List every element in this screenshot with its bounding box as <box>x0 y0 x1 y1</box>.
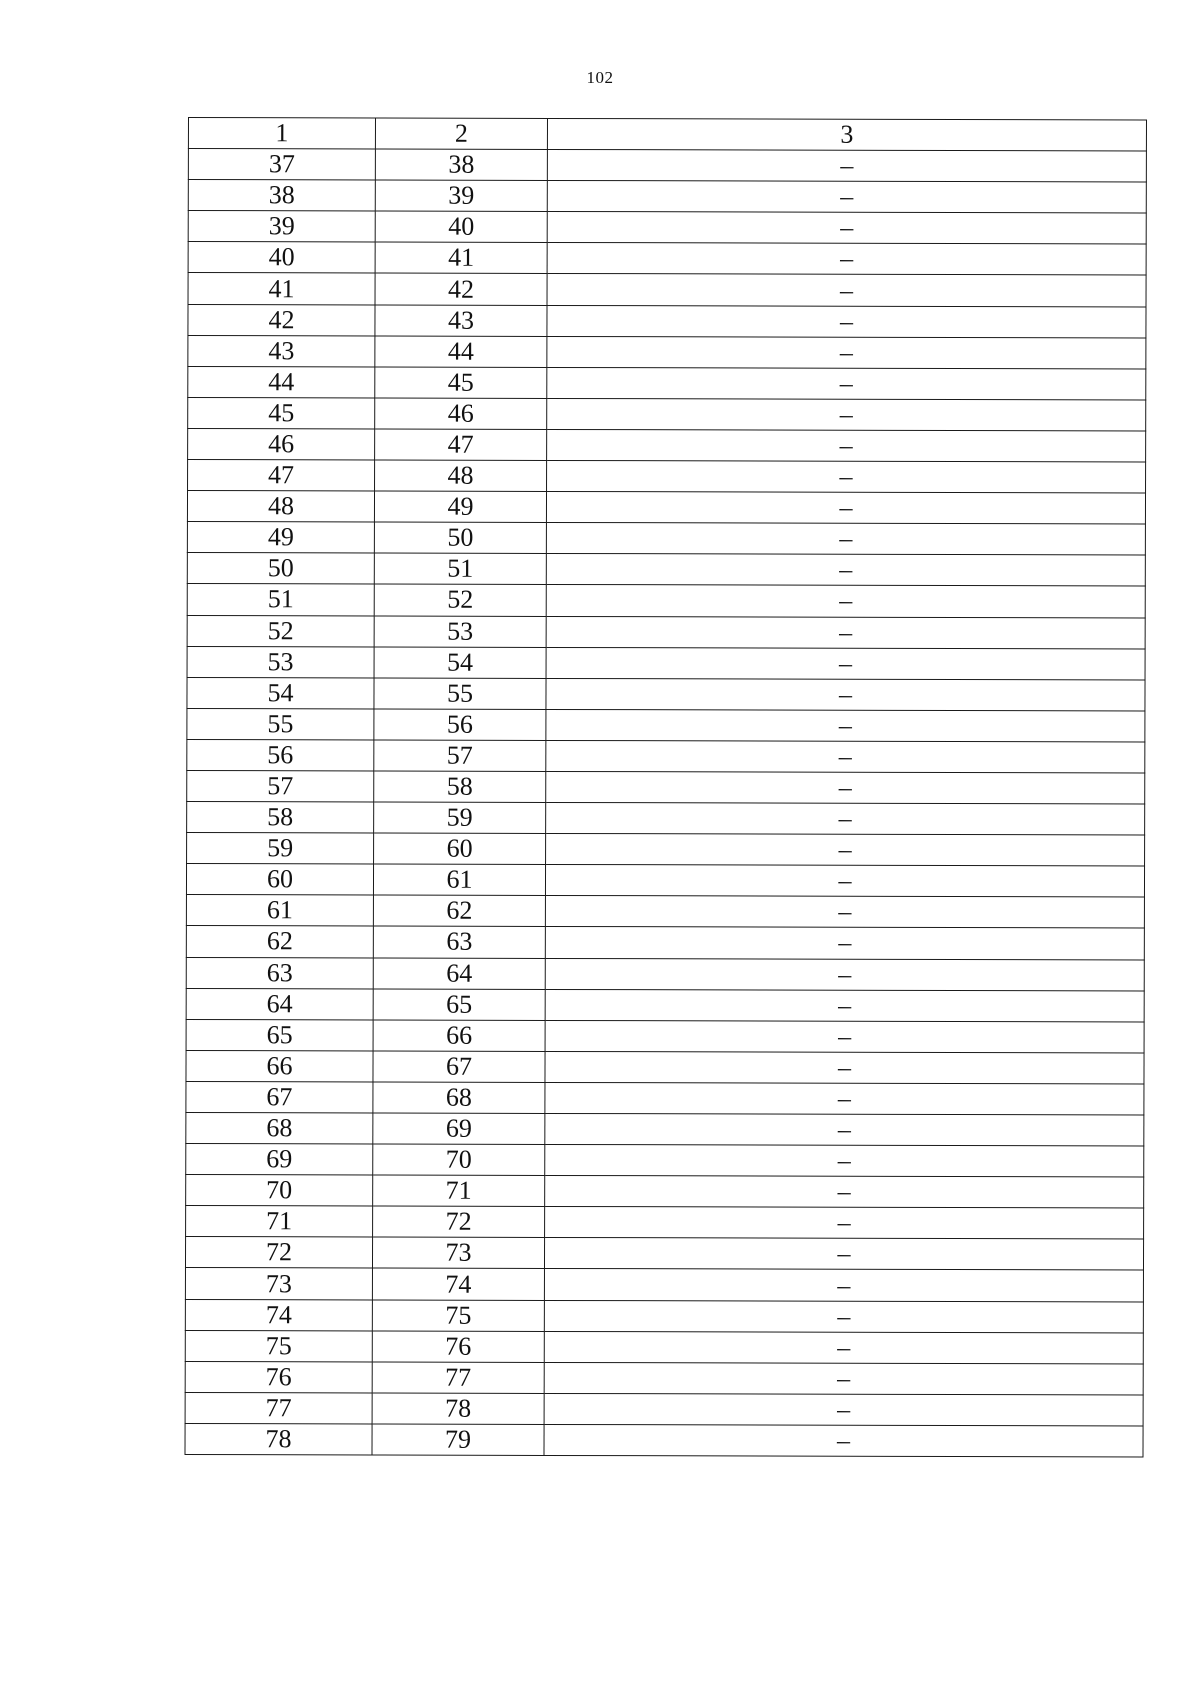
table-row <box>186 1144 1144 1178</box>
table-cell-col1: 76 <box>185 1361 372 1393</box>
table-cell-col3: – <box>544 1269 1143 1302</box>
table-cell-col2: 72 <box>373 1206 545 1238</box>
table-cell-col3: – <box>546 803 1145 836</box>
table-row <box>188 397 1146 431</box>
table-cell-col3: – <box>547 336 1146 369</box>
table-cell-col3: – <box>545 1020 1144 1053</box>
table-cell-col2: 55 <box>374 678 546 710</box>
table-row <box>185 1361 1143 1395</box>
table-cell-col2: 71 <box>373 1175 545 1207</box>
table-row <box>185 1237 1143 1271</box>
table-header-row <box>188 118 1146 152</box>
table-cell-col2: 54 <box>374 647 546 679</box>
data-table <box>184 117 1146 1458</box>
table-row <box>187 522 1145 556</box>
table-row <box>186 1175 1144 1209</box>
table-cell-col2: 38 <box>375 149 547 181</box>
table-cell-col3: – <box>545 927 1144 960</box>
table-cell-col3: – <box>546 834 1145 867</box>
table-cell-col3: – <box>546 616 1145 649</box>
table-row <box>187 646 1145 680</box>
table-cell-col1: 61 <box>186 895 373 927</box>
table-cell-col1: 41 <box>188 273 375 305</box>
table-cell-col3: – <box>546 709 1145 742</box>
table-cell-col1: 39 <box>188 211 375 243</box>
table-cell-col1: 75 <box>185 1330 372 1362</box>
table-cell-col1: 68 <box>186 1112 373 1144</box>
table-cell-col2: 49 <box>374 491 546 523</box>
table-row <box>186 1081 1144 1115</box>
table-cell-col3: – <box>545 989 1144 1022</box>
table-cell-col1: 66 <box>186 1050 373 1082</box>
table-cell-col1: 54 <box>187 677 374 709</box>
table-row <box>188 460 1146 494</box>
table-row <box>188 149 1146 183</box>
page-number: 102 <box>586 68 614 87</box>
table-cell-col3: – <box>546 492 1145 525</box>
table-row <box>186 1206 1144 1240</box>
table-cell-col1: 64 <box>186 988 373 1020</box>
table-cell-col2: 60 <box>374 833 546 865</box>
table-cell-col3: – <box>546 554 1145 587</box>
table-row <box>186 1019 1144 1053</box>
table-cell-col3: – <box>547 181 1146 214</box>
table-cell-col1: 58 <box>187 802 374 834</box>
table-cell-col2: 51 <box>374 553 546 585</box>
table-cell-col3: – <box>546 647 1145 680</box>
table-cell-col3: – <box>547 212 1146 245</box>
table-cell-col2: 39 <box>375 180 547 212</box>
table-row <box>186 895 1144 929</box>
table-cell-col3: – <box>545 958 1144 991</box>
table-cell-col1: 59 <box>187 833 374 865</box>
table-row <box>186 1050 1144 1084</box>
table-cell-col1: 63 <box>186 957 373 989</box>
table-row <box>188 180 1146 214</box>
table-cell-col2: 52 <box>374 584 546 616</box>
table-cell-col1: 65 <box>186 1019 373 1051</box>
table-row <box>187 833 1145 867</box>
table-cell-col1: 51 <box>187 584 374 616</box>
table-cell-col3: – <box>545 1207 1144 1240</box>
table-cell-col1: 78 <box>185 1423 372 1455</box>
table-cell-col3: – <box>547 274 1146 307</box>
table-row <box>188 211 1146 245</box>
table-row <box>187 708 1145 742</box>
table-cell-col3: – <box>544 1238 1143 1271</box>
table-row <box>186 957 1144 991</box>
table-cell-col3: – <box>544 1393 1143 1426</box>
table-cell-col2: 58 <box>374 771 546 803</box>
table-cell-col2: 76 <box>372 1331 544 1363</box>
table-cell-col2: 79 <box>372 1424 544 1456</box>
table-cell-col1: 53 <box>187 646 374 678</box>
table-cell-col2: 41 <box>375 242 547 274</box>
table-cell-col2: 59 <box>374 802 546 834</box>
table-cell-col2: 45 <box>375 367 547 399</box>
table-cell-col1: 67 <box>186 1081 373 1113</box>
table-cell-col1: 40 <box>188 242 375 274</box>
table-cell-col1: 44 <box>188 366 375 398</box>
table-cell-col1: 56 <box>187 739 374 771</box>
table-cell-col2: 46 <box>375 398 547 430</box>
table-row <box>187 553 1145 587</box>
table-cell-col1: 42 <box>188 304 375 336</box>
table-cell-col3: – <box>545 1082 1144 1115</box>
table-cell-col2: 74 <box>372 1268 544 1300</box>
table-cell-col3: – <box>547 460 1146 493</box>
table-row <box>188 335 1146 369</box>
table-row <box>188 428 1146 462</box>
table-body <box>185 118 1146 1458</box>
column-header-2: 2 <box>375 118 547 150</box>
table-row <box>187 770 1145 804</box>
table-row <box>187 739 1145 773</box>
table-cell-col1: 38 <box>188 180 375 212</box>
table-cell-col1: 43 <box>188 335 375 367</box>
table-row <box>187 802 1145 836</box>
table-cell-col1: 74 <box>185 1299 372 1331</box>
table-cell-col2: 67 <box>373 1051 545 1083</box>
table-cell-col3: – <box>546 678 1145 711</box>
table-cell-col3: – <box>544 1300 1143 1333</box>
table-cell-col3: – <box>545 1176 1144 1209</box>
table-cell-col2: 56 <box>374 709 546 741</box>
table-cell-col1: 52 <box>187 615 374 647</box>
table-cell-col2: 68 <box>373 1082 545 1114</box>
table-cell-col2: 65 <box>373 989 545 1021</box>
table-cell-col1: 73 <box>185 1268 372 1300</box>
table-row <box>188 242 1146 276</box>
table-cell-col2: 66 <box>373 1020 545 1052</box>
table-cell-col2: 73 <box>372 1237 544 1269</box>
table-row <box>186 864 1144 898</box>
table-cell-col2: 64 <box>373 958 545 990</box>
table-row <box>187 491 1145 525</box>
table-row <box>185 1268 1143 1302</box>
table-cell-col3: – <box>545 1113 1144 1146</box>
table-cell-col2: 75 <box>372 1300 544 1332</box>
table-row <box>187 615 1145 649</box>
table-cell-col3: – <box>544 1331 1143 1364</box>
table-cell-col1: 55 <box>187 708 374 740</box>
table-cell-col2: 69 <box>373 1113 545 1145</box>
table-cell-col3: – <box>546 740 1145 773</box>
table-cell-col2: 43 <box>375 305 547 337</box>
table-cell-col2: 53 <box>374 615 546 647</box>
table-row <box>186 988 1144 1022</box>
table-cell-col1: 60 <box>186 864 373 896</box>
table-cell-col2: 44 <box>375 336 547 368</box>
table-cell-col1: 62 <box>186 926 373 958</box>
table-cell-col3: – <box>547 367 1146 400</box>
table-cell-col2: 63 <box>373 926 545 958</box>
table-cell-col3: – <box>546 523 1145 556</box>
table-row <box>185 1330 1143 1364</box>
table-cell-col1: 77 <box>185 1392 372 1424</box>
table-cell-col2: 61 <box>373 864 545 896</box>
table-cell-col1: 49 <box>187 522 374 554</box>
table-cell-col1: 48 <box>187 491 374 523</box>
table-row <box>186 1112 1144 1146</box>
table-cell-col3: – <box>545 865 1144 898</box>
table-cell-col1: 37 <box>188 149 375 181</box>
table-cell-col3: – <box>547 429 1146 462</box>
table-cell-col1: 72 <box>185 1237 372 1269</box>
table-row <box>185 1299 1143 1333</box>
table-cell-col2: 50 <box>374 522 546 554</box>
table-cell-col2: 77 <box>372 1362 544 1394</box>
table-cell-col1: 50 <box>187 553 374 585</box>
column-header-1: 1 <box>188 118 375 150</box>
table-cell-col3: – <box>547 305 1146 338</box>
table-cell-col1: 46 <box>188 428 375 460</box>
table-cell-col2: 42 <box>375 273 547 305</box>
table-cell-col1: 70 <box>186 1175 373 1207</box>
table-row <box>188 304 1146 338</box>
table-cell-col1: 47 <box>188 460 375 492</box>
column-header-3: 3 <box>547 118 1146 151</box>
table-cell-col3: – <box>545 1051 1144 1084</box>
table-cell-col2: 70 <box>373 1144 545 1176</box>
table-cell-col3: – <box>545 896 1144 929</box>
table-cell-col3: – <box>544 1362 1143 1395</box>
table-cell-col1: 71 <box>186 1206 373 1238</box>
table-cell-col3: – <box>544 1424 1143 1457</box>
table-cell-col3: – <box>547 150 1146 183</box>
table-row <box>185 1423 1143 1457</box>
table-row <box>187 677 1145 711</box>
table-cell-col3: – <box>547 398 1146 431</box>
table-cell-col1: 69 <box>186 1144 373 1176</box>
table-cell-col2: 48 <box>375 460 547 492</box>
table-cell-col1: 57 <box>187 770 374 802</box>
table-cell-col1: 45 <box>188 397 375 429</box>
table-row <box>188 366 1146 400</box>
table-cell-col2: 47 <box>375 429 547 461</box>
table-row <box>185 1392 1143 1426</box>
table-row <box>186 926 1144 960</box>
table-row <box>187 584 1145 618</box>
table-cell-col2: 78 <box>372 1393 544 1425</box>
table-cell-col3: – <box>545 1145 1144 1178</box>
table-cell-col2: 57 <box>374 740 546 772</box>
table-cell-col3: – <box>546 771 1145 804</box>
table-cell-col2: 40 <box>375 211 547 243</box>
table-cell-col3: – <box>547 243 1146 276</box>
table-cell-col2: 62 <box>373 895 545 927</box>
table-cell-col3: – <box>546 585 1145 618</box>
table-row <box>188 273 1146 307</box>
